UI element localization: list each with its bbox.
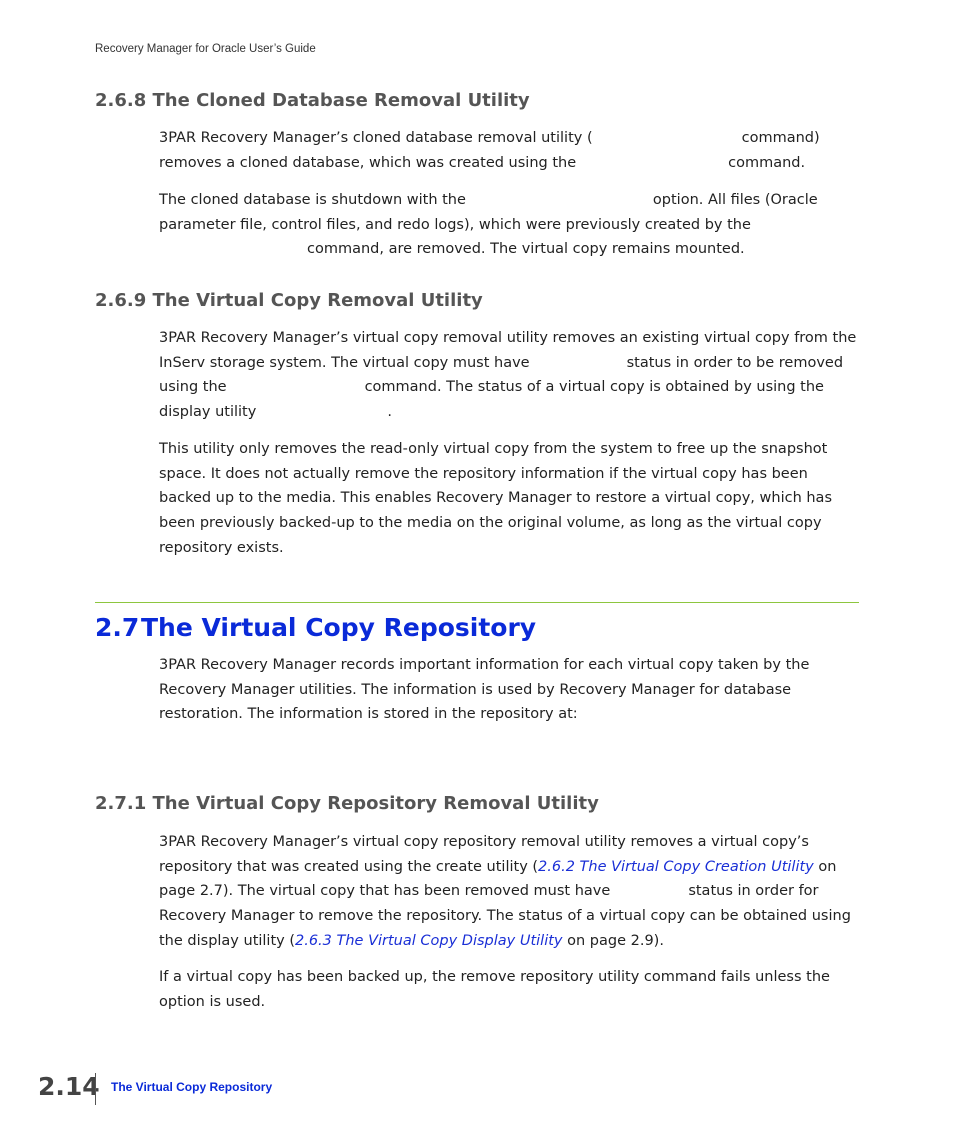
text-line: Recovery Manager utilities. The information is used by Recovery Manager for database: [159, 681, 792, 698]
text-line: 3PAR Recovery Manager records important information for each virtual copy taken by the: [159, 657, 810, 673]
text-line: page 2.7). The virtual copy that has been removed must have status in order for: [159, 883, 819, 900]
footer-divider: [95, 1073, 96, 1105]
text-line: backed up to the media. This enables Recovery Manager to restore a virtual copy, which has: [159, 490, 832, 507]
text-line: been previously backed-up to the media on the original volume, as long as the virtual copy: [159, 515, 822, 532]
section-heading-2-7: 2.7The Virtual Copy Repository: [95, 613, 537, 642]
text-line: 3PAR Recovery Manager’s cloned database removal utility ( command): [159, 130, 820, 146]
paragraph-2-6-9-a: [159, 326, 856, 425]
text-line: 3PAR Recovery Manager’s virtual copy repository removal utility removes a virtual copy’s: [159, 834, 809, 850]
paragraph-2-7-1-a: [159, 830, 851, 953]
paragraph-2-6-8-a: [159, 126, 820, 175]
section-heading-2-7-1: 2.7.1 The Virtual Copy Repository Removal Utility: [95, 793, 599, 814]
paragraph-2-7-1-b: [159, 965, 830, 1014]
text-line: using the command. The status of a virtual copy is obtained by using the: [159, 379, 824, 396]
footer-section-title: The Virtual Copy Repository: [111, 1080, 273, 1094]
running-header: Recovery Manager for Oracle User’s Guide: [95, 43, 316, 55]
text-line: The cloned database is shutdown with the option. All files (Oracle: [159, 192, 818, 208]
xref-link-virtual-copy-display-utility[interactable]: 2.6.3 The Virtual Copy Display Utility: [295, 932, 563, 949]
text-line: InServ storage system. The virtual copy must have status in order to be removed: [159, 354, 844, 371]
text-line: 3PAR Recovery Manager’s virtual copy removal utility removes an existing virtual copy from the: [159, 330, 857, 346]
text-line: option is used.: [159, 993, 266, 1010]
xref-link-virtual-copy-creation-utility[interactable]: 2.6.2 The Virtual Copy Creation Utility: [538, 858, 814, 875]
text-line: repository exists.: [159, 539, 284, 556]
text-line: This utility only removes the read-only virtual copy from the system to free up the snapshot: [159, 441, 828, 457]
text-line: command, are removed. The virtual copy remains mounted.: [307, 241, 745, 258]
text-line: removes a cloned database, which was created using the command.: [159, 154, 806, 171]
section-divider: [95, 602, 859, 603]
section-heading-2-6-9: 2.6.9 The Virtual Copy Removal Utility: [95, 290, 483, 311]
paragraph-2-7: [159, 653, 809, 727]
text-line: If a virtual copy has been backed up, the remove repository utility command fails unless the: [159, 969, 830, 985]
section-heading-2-6-8: 2.6.8 The Cloned Database Removal Utility: [95, 90, 530, 111]
text-line: display utility .: [159, 404, 392, 421]
text-line: the display utility (2.6.3 The Virtual Copy Display Utility on page 2.9).: [159, 932, 664, 949]
text-line: space. It does not actually remove the repository information if the virtual copy has been: [159, 465, 808, 482]
paragraph-2-6-9-b: [159, 437, 832, 560]
text-line: Recovery Manager to remove the repository. The status of a virtual copy can be obtained using: [159, 908, 851, 925]
text-line: restoration. The information is stored in the repository at:: [159, 706, 578, 723]
text-line: parameter file, control files, and redo logs), which were previously created by the: [159, 216, 751, 233]
page-number: 2.14: [38, 1072, 100, 1101]
text-line: repository that was created using the create utility (2.6.2 The Virtual Copy Creation Utility on: [159, 858, 837, 875]
paragraph-2-6-8-b: [159, 188, 818, 262]
